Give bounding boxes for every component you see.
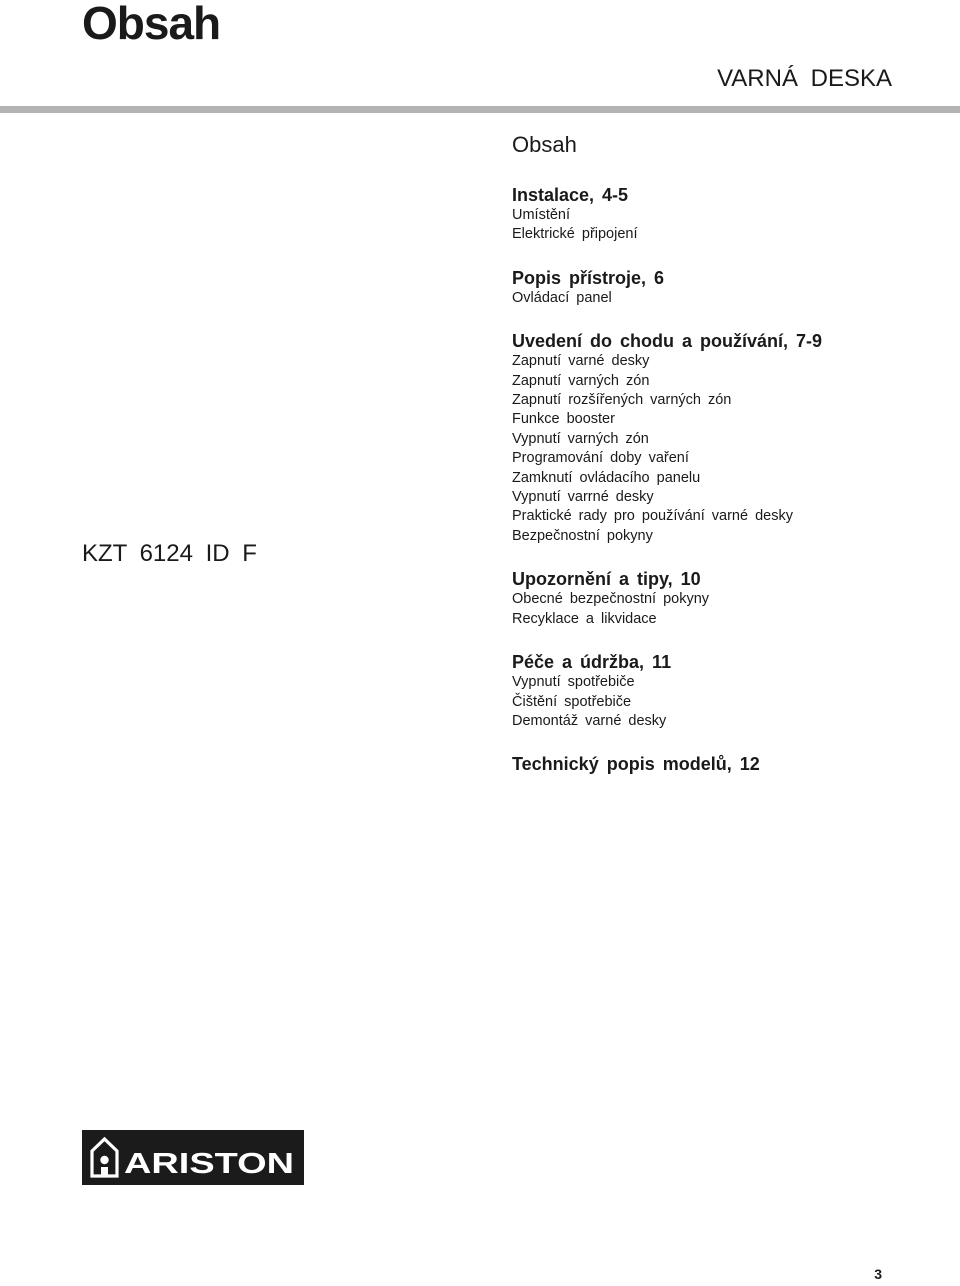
toc-item: Zamknutí ovládacího panelu <box>512 469 701 486</box>
toc-section-title: Technický popis modelů, 12 <box>512 754 760 775</box>
toc-sections <box>512 184 932 775</box>
toc-section-title: Popis přístroje, 6 <box>512 267 665 288</box>
logo-wordmark: ARISTON <box>124 1148 294 1180</box>
toc-section-title: Upozornění a tipy, 10 <box>512 569 701 590</box>
toc-item: Bezpečnostní pokyny <box>512 527 653 544</box>
toc-heading: Obsah <box>512 132 577 157</box>
toc-item: Čištění spotřebiče <box>512 693 632 710</box>
toc-item: Demontáž varné desky <box>512 712 667 729</box>
toc-section-title: Péče a údržba, 11 <box>512 652 672 673</box>
toc-item: Umístění <box>512 207 571 223</box>
toc-item: Ovládací panel <box>512 289 612 306</box>
product-category: VARNÁ DESKA <box>717 65 892 92</box>
ariston-logo <box>82 1130 304 1185</box>
header-divider <box>0 106 960 113</box>
toc-item: Zapnutí varné desky <box>512 353 650 370</box>
toc-item: Elektrické připojení <box>512 226 638 243</box>
toc-item: Vypnutí spotřebiče <box>512 674 635 691</box>
toc-section-title: Instalace, 4-5 <box>512 185 629 205</box>
model-name: KZT 6124 ID F <box>82 540 257 567</box>
table-of-contents <box>512 132 932 797</box>
toc-section-title: Uvedení do chodu a používání, 7-9 <box>512 331 823 352</box>
house-icon-dot <box>100 1156 108 1164</box>
toc-item: Recyklace a likvidace <box>512 610 657 627</box>
toc-section <box>512 267 932 308</box>
toc-item: Vypnutí varných zón <box>512 430 649 447</box>
toc-item: Funkce booster <box>512 411 615 428</box>
toc-section <box>512 651 932 731</box>
toc-section <box>512 184 932 245</box>
toc-item: Zapnutí varných zón <box>512 372 650 389</box>
toc-section <box>512 753 932 775</box>
toc-section <box>512 568 932 629</box>
footer-divider <box>0 1262 960 1263</box>
toc-item: Zapnutí rozšířených varných zón <box>512 392 732 409</box>
toc-item: Obecné bezpečnostní pokyny <box>512 591 710 608</box>
page-number: 3 <box>874 1266 882 1282</box>
toc-item: Programování doby vaření <box>512 450 689 467</box>
toc-item: Vypnutí varrné desky <box>512 489 654 506</box>
toc-item: Praktické rady pro používání varné desky <box>512 508 793 525</box>
ariston-logo-graphic <box>82 1130 304 1185</box>
toc-section <box>512 330 932 546</box>
page-title: Obsah <box>82 0 221 49</box>
